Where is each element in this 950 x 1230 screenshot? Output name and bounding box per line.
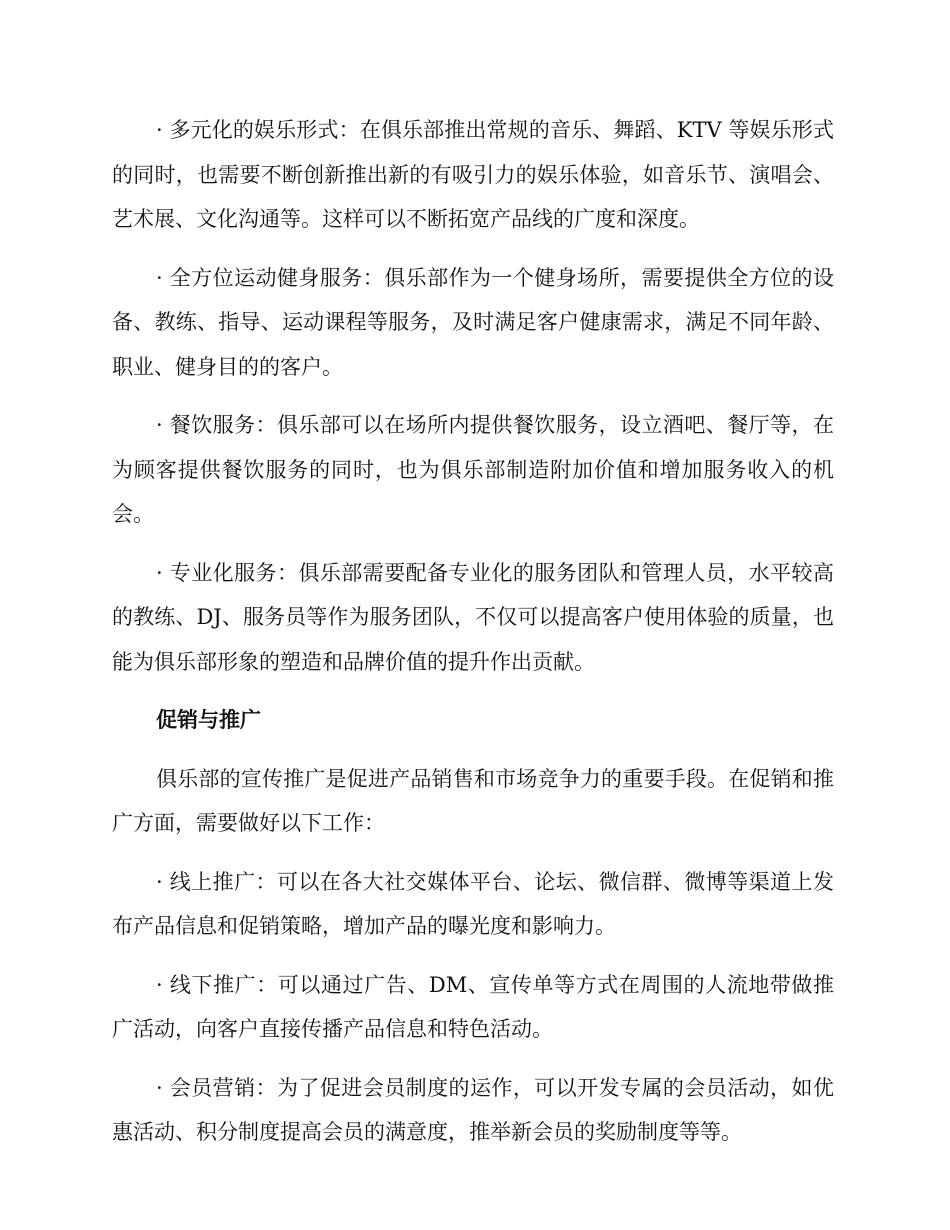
bullet-member-marketing: · 会员营销：为了促进会员制度的运作，可以开发专属的会员活动，如优惠活动、积分制度提高会员的满意度，推举新会员的奖励制度等等。 [112, 1075, 834, 1144]
section-intro: 俱乐部的宣传推广是促进产品销售和市场竞争力的重要手段。在促销和推广方面，需要做好以下工作： [112, 766, 834, 835]
bullet-online-promotion: · 线上推广：可以在各大社交媒体平台、论坛、微信群、微博等渠道上发布产品信息和促销策略，增加产品的曝光度和影响力。 [112, 869, 834, 938]
bullet-fitness-services: · 全方位运动健身服务：俱乐部作为一个健身场所，需要提供全方位的设备、教练、指导、运动课程等服务，及时满足客户健康需求，满足不同年龄、职业、健身目的的客户。 [112, 265, 834, 379]
bullet-catering-services: · 餐饮服务：俱乐部可以在场所内提供餐饮服务，设立酒吧、餐厅等，在为顾客提供餐饮服务的同时，也为俱乐部制造附加价值和增加服务收入的机会。 [112, 413, 834, 526]
section-heading-promotion: 促销与推广 [156, 707, 261, 732]
document-body [112, 108, 834, 1169]
bullet-professional-services: · 专业化服务：俱乐部需要配备专业化的服务团队和管理人员，水平较高的教练、DJ、服务员等作为服务团队，不仅可以提高客户使用体验的质量，也能为俱乐部形象的塑造和品牌价值的提升作出贡献。 [112, 560, 834, 674]
bullet-offline-promotion: · 线下推广：可以通过广告、DM、宣传单等方式在周围的人流地带做推广活动，向客户直接传播产品信息和特色活动。 [112, 972, 834, 1041]
bullet-entertainment-forms: · 多元化的娱乐形式：在俱乐部推出常规的音乐、舞蹈、KTV 等娱乐形式的同时，也需要不断创新推出新的有吸引力的娱乐体验，如音乐节、演唱会、艺术展、文化沟通等。这样可以不断拓宽产品线的广度和深度。 [112, 118, 834, 231]
